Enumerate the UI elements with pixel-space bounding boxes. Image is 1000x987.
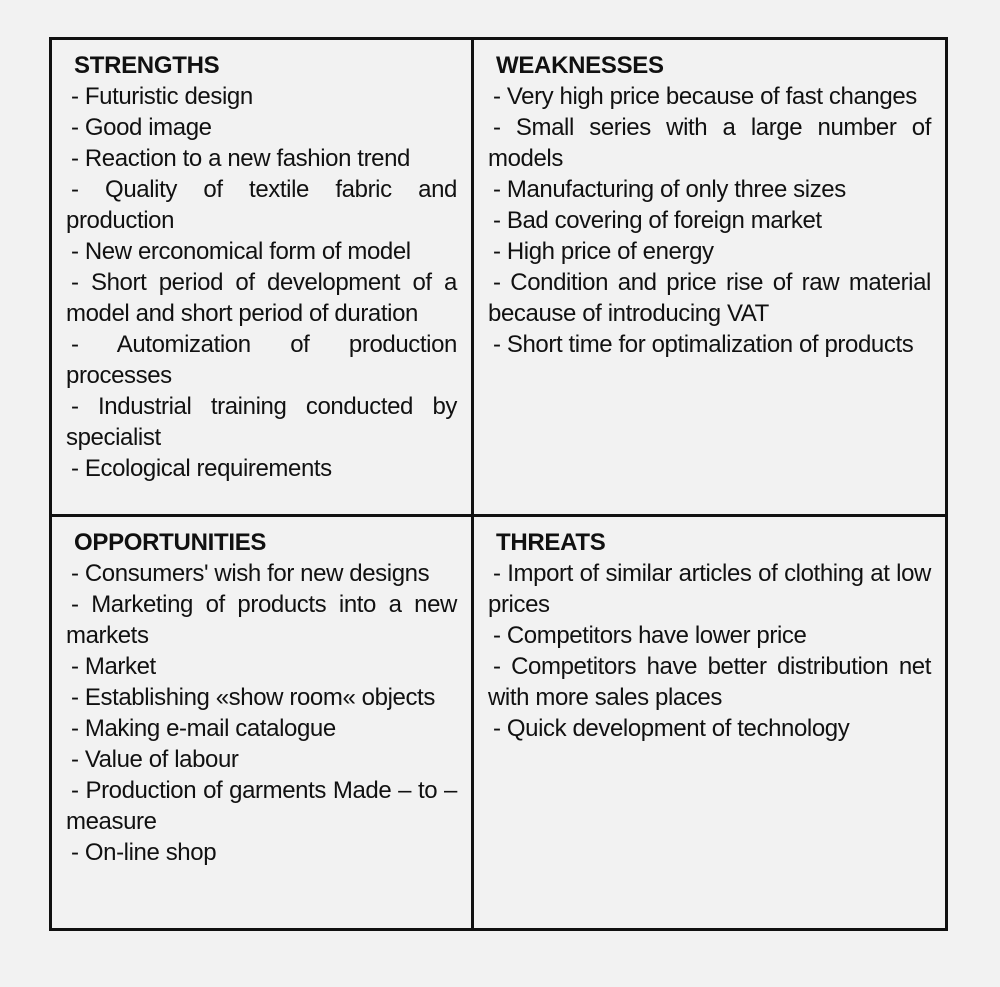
list-item: - Condition and price rise of raw material because of introducing VAT xyxy=(488,269,931,327)
threats-title: THREATS xyxy=(496,529,606,556)
list-item: - Bad covering of foreign market xyxy=(493,207,822,234)
threats-cell xyxy=(474,517,945,928)
strengths-cell xyxy=(52,40,474,517)
list-item: - Small series with a large number of models xyxy=(488,114,931,172)
list-item: - Quality of textile fabric and production xyxy=(66,176,457,234)
list-item: - Ecological requirements xyxy=(71,455,332,482)
list-item: - New erconomical form of model xyxy=(71,238,411,265)
threats-list xyxy=(488,558,931,744)
weaknesses-title: WEAKNESSES xyxy=(496,52,664,79)
weaknesses-list xyxy=(488,81,931,360)
list-item: - High price of energy xyxy=(493,238,714,265)
opportunities-list xyxy=(66,558,457,868)
weaknesses-cell xyxy=(474,40,945,517)
list-item: - Market xyxy=(71,653,156,680)
list-item: - Quick development of technology xyxy=(493,715,850,742)
list-item: - Manufacturing of only three sizes xyxy=(493,176,846,203)
list-item: - Making e-mail catalogue xyxy=(71,715,336,742)
list-item: - Value of labour xyxy=(71,746,239,773)
list-item: - Establishing «show room« objects xyxy=(71,684,435,711)
list-item: - Reaction to a new fashion trend xyxy=(71,145,411,172)
list-item: - Short time for optimalization of products xyxy=(493,331,914,358)
list-item: - Competitors have better distribution net with more sales places xyxy=(488,653,931,711)
list-item: - On-line shop xyxy=(71,839,217,866)
list-item: - Automization of production processes xyxy=(66,331,457,389)
list-item: - Competitors have lower price xyxy=(493,622,807,649)
opportunities-title: OPPORTUNITIES xyxy=(74,529,267,556)
strengths-list xyxy=(66,81,457,484)
list-item: - Very high price because of fast changes xyxy=(493,83,917,110)
strengths-title: STRENGTHS xyxy=(74,52,220,79)
opportunities-cell xyxy=(52,517,474,928)
list-item: - Industrial training conducted by specialist xyxy=(66,393,457,451)
list-item: - Futuristic design xyxy=(71,83,253,110)
list-item: - Consumers' wish for new designs xyxy=(71,560,430,587)
list-item: - Production of garments Made – to –measure xyxy=(66,777,457,835)
list-item: - Marketing of products into a new markets xyxy=(66,591,457,649)
swot-table xyxy=(49,37,948,931)
list-item: - Good image xyxy=(71,114,212,141)
list-item: - Import of similar articles of clothing at low prices xyxy=(488,560,931,618)
list-item: - Short period of development of a model and short period of duration xyxy=(66,269,457,327)
